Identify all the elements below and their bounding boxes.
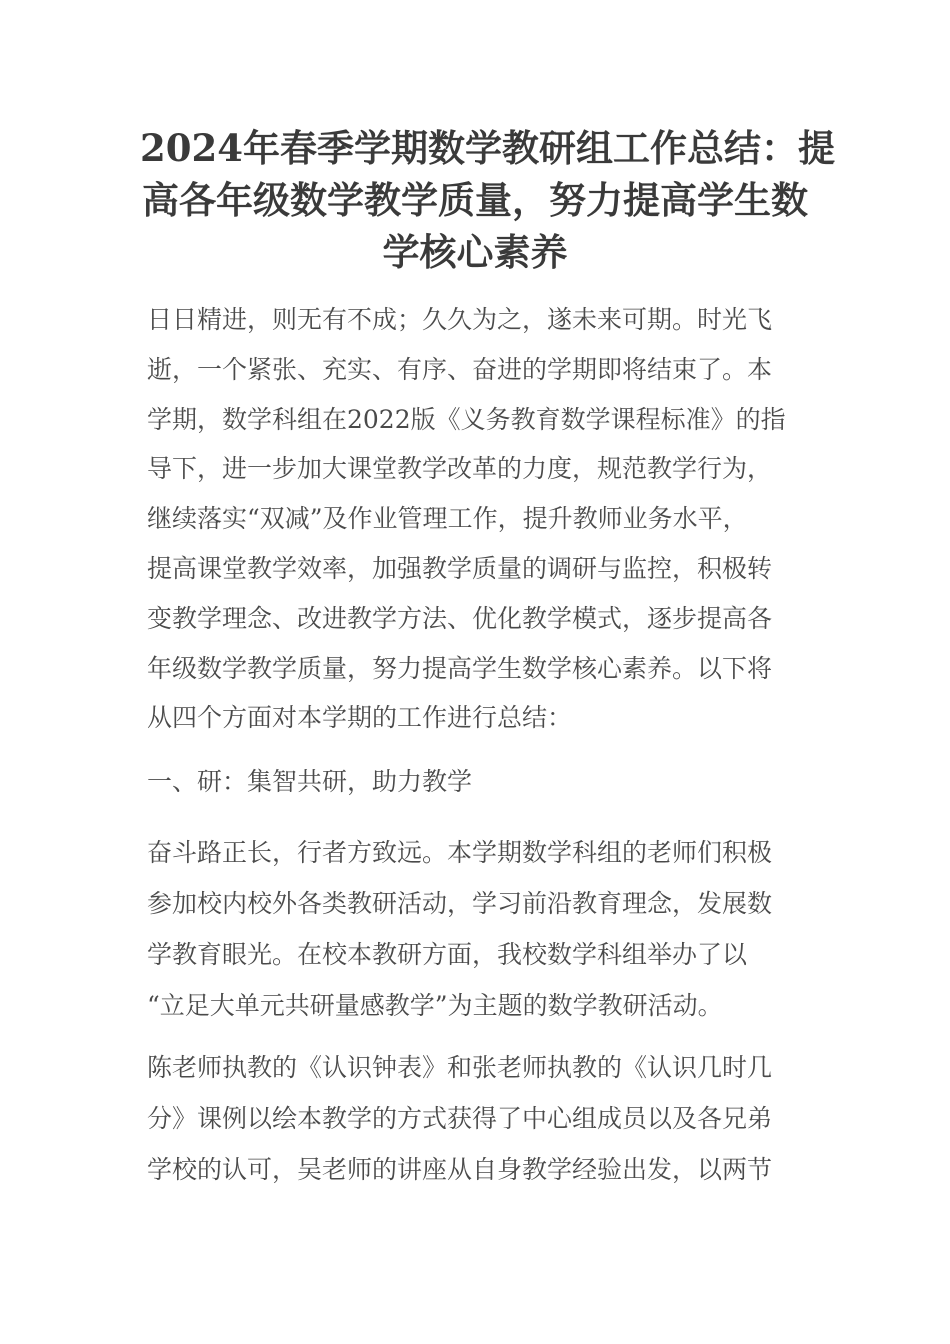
text-line: 奋斗路正长，行者方致远。本学期数学科组的老师们积极 (147, 838, 773, 867)
text-line: 分》课例以绘本教学的方式获得了中心组成员以及各兄弟 (147, 1104, 773, 1133)
text-line: 学期，数学科组在2022版《义务教育数学课程标准》的指 (147, 404, 786, 434)
text-line: 年级数学教学质量，努力提高学生数学核心素养。以下将 (147, 653, 773, 683)
text-line: 逝，一个紧张、充实、有序、奋进的学期即将结束了。本 (147, 354, 773, 384)
intro-paragraph (147, 295, 797, 743)
document-title (140, 122, 835, 278)
lesson-paragraph (147, 1042, 797, 1195)
title-line: 高各年级数学教学质量，努力提高学生数 (142, 178, 808, 222)
text-line: 从四个方面对本学期的工作进行总结： (147, 703, 573, 733)
text-line: 学校的认可，吴老师的讲座从自身教学经验出发，以两节 (147, 1155, 773, 1184)
text-line: “立足大单元共研量感教学”为主题的数学教研活动。 (147, 991, 723, 1020)
text-line: 导下，进一步加大课堂教学改革的力度，规范教学行为， (147, 454, 773, 484)
text-line: 学教育眼光。在校本教研方面，我校数学科组举办了以 (147, 940, 748, 969)
text-line: 提高课堂教学效率，加强教学质量的调研与监控，积极转 (147, 553, 773, 583)
title-line: 2024年春季学期数学教研组工作总结：提 (140, 126, 835, 170)
text-line: 参加校内校外各类教研活动，学习前沿教育理念，发展数 (147, 889, 773, 918)
research-paragraph (147, 827, 797, 1031)
text-line: 陈老师执教的《认识钟表》和张老师执教的《认识几时几 (147, 1053, 773, 1082)
text-line: 日日精进，则无有不成；久久为之，遂未来可期。时光飞 (147, 305, 773, 334)
section-heading-text: 一、研：集智共研，助力教学 (147, 767, 473, 796)
section-heading (147, 760, 797, 804)
title-line: 学核心素养 (382, 230, 568, 274)
text-line: 变教学理念、改进教学方法、优化教学模式，逐步提高各 (147, 603, 773, 633)
text-line: 继续落实“双减”及作业管理工作，提升教师业务水平， (147, 504, 748, 534)
